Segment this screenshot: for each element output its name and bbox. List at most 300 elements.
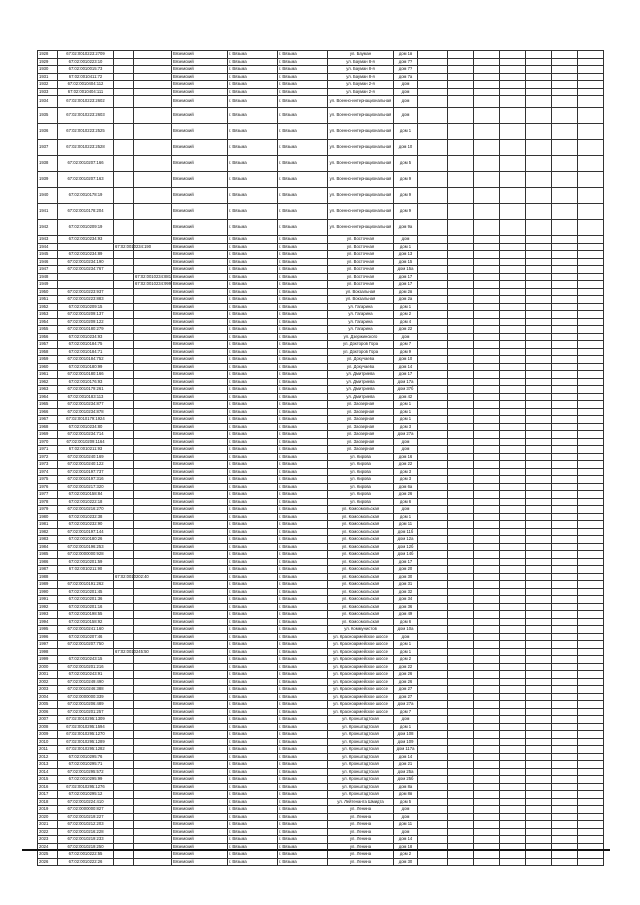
settlement-cell: г. Вязьма bbox=[228, 476, 278, 484]
empty-cell bbox=[578, 536, 604, 544]
house-number-cell: дом 6 bbox=[394, 498, 418, 506]
empty-cell bbox=[552, 341, 578, 349]
cadastral-number-cell: 67:02:0010234:190 bbox=[58, 258, 114, 266]
empty-cell bbox=[526, 303, 552, 311]
empty-cell bbox=[526, 288, 552, 296]
empty-cell bbox=[474, 326, 500, 334]
street-cell: ул. Кронштадтская bbox=[328, 738, 394, 746]
empty-cell bbox=[418, 656, 448, 664]
cadastral-number-extra-cell bbox=[134, 708, 172, 716]
empty-cell bbox=[500, 723, 526, 731]
empty-cell bbox=[448, 776, 474, 784]
empty-cell bbox=[526, 558, 552, 566]
settlement-cell: г. Вязьма bbox=[228, 311, 278, 319]
empty-cell bbox=[474, 708, 500, 716]
empty-cell bbox=[552, 453, 578, 461]
empty-cell bbox=[578, 761, 604, 769]
locality-cell: г. Вязьма bbox=[278, 738, 328, 746]
table-row bbox=[38, 281, 604, 289]
empty-cell bbox=[418, 408, 448, 416]
row-number-cell: 2010 bbox=[38, 738, 58, 746]
cadastral-number-alt-cell bbox=[114, 558, 134, 566]
cadastral-number-extra-cell bbox=[134, 716, 172, 724]
house-number-cell: дом 1 bbox=[394, 124, 418, 140]
house-number-cell: дом 16 bbox=[394, 453, 418, 461]
cadastral-number-alt-cell bbox=[114, 416, 134, 424]
table-row bbox=[38, 251, 604, 259]
empty-cell bbox=[474, 296, 500, 304]
empty-cell bbox=[578, 716, 604, 724]
cadastral-number-extra-cell bbox=[134, 566, 172, 574]
locality-cell: г. Вязьма bbox=[278, 843, 328, 851]
empty-cell bbox=[448, 204, 474, 220]
empty-cell bbox=[418, 468, 448, 476]
empty-cell bbox=[474, 303, 500, 311]
empty-cell bbox=[474, 318, 500, 326]
district-cell: Вяземский bbox=[172, 506, 228, 514]
cadastral-number-alt-cell bbox=[114, 543, 134, 551]
table-row bbox=[38, 401, 604, 409]
table-row bbox=[38, 716, 604, 724]
settlement-cell: г. Вязьма bbox=[228, 596, 278, 604]
table-row bbox=[38, 776, 604, 784]
empty-cell bbox=[500, 738, 526, 746]
empty-cell bbox=[578, 678, 604, 686]
empty-cell bbox=[418, 513, 448, 521]
empty-cell bbox=[500, 678, 526, 686]
locality-cell: г. Вязьма bbox=[278, 393, 328, 401]
empty-cell bbox=[526, 281, 552, 289]
empty-cell bbox=[418, 738, 448, 746]
locality-cell: г. Вязьма bbox=[278, 273, 328, 281]
registry-table-body bbox=[38, 51, 604, 866]
empty-cell bbox=[448, 58, 474, 66]
cadastral-number-cell: 67:02:0010211:90 bbox=[58, 566, 114, 574]
row-number-cell: 1962 bbox=[38, 378, 58, 386]
settlement-cell: г. Вязьма bbox=[228, 273, 278, 281]
cadastral-number-alt-cell bbox=[114, 273, 134, 281]
cadastral-number-cell: 67:02:0010234:93 bbox=[58, 333, 114, 341]
locality-cell: г. Вязьма bbox=[278, 828, 328, 836]
empty-cell bbox=[500, 731, 526, 739]
empty-cell bbox=[448, 363, 474, 371]
table-row bbox=[38, 461, 604, 469]
district-cell: Вяземский bbox=[172, 843, 228, 851]
empty-cell bbox=[526, 468, 552, 476]
empty-cell bbox=[418, 581, 448, 589]
street-cell: ул. Ленина bbox=[328, 858, 394, 866]
district-cell: Вяземский bbox=[172, 761, 228, 769]
empty-cell bbox=[578, 528, 604, 536]
empty-cell bbox=[500, 483, 526, 491]
empty-cell bbox=[448, 438, 474, 446]
empty-cell bbox=[448, 596, 474, 604]
locality-cell: г. Вязьма bbox=[278, 51, 328, 59]
cadastral-number-cell bbox=[58, 243, 114, 251]
empty-cell bbox=[448, 513, 474, 521]
row-number-cell: 2015 bbox=[38, 776, 58, 784]
cadastral-number-extra-cell bbox=[134, 663, 172, 671]
locality-cell: г. Вязьма bbox=[278, 566, 328, 574]
empty-cell bbox=[474, 671, 500, 679]
empty-cell bbox=[578, 296, 604, 304]
empty-cell bbox=[418, 806, 448, 814]
empty-cell bbox=[474, 333, 500, 341]
empty-cell bbox=[552, 348, 578, 356]
settlement-cell: г. Вязьма bbox=[228, 188, 278, 204]
cadastral-number-alt-cell bbox=[114, 581, 134, 589]
cadastral-number-alt-cell bbox=[114, 96, 134, 108]
settlement-cell: г. Вязьма bbox=[228, 243, 278, 251]
empty-cell bbox=[526, 140, 552, 156]
district-cell: Вяземский bbox=[172, 476, 228, 484]
empty-cell bbox=[418, 588, 448, 596]
empty-cell bbox=[552, 671, 578, 679]
cadastral-number-alt-cell bbox=[114, 371, 134, 379]
row-number-cell: 1990 bbox=[38, 588, 58, 596]
empty-cell bbox=[418, 731, 448, 739]
locality-cell: г. Вязьма bbox=[278, 618, 328, 626]
house-number-cell: дом 9 bbox=[394, 188, 418, 204]
empty-cell bbox=[526, 528, 552, 536]
empty-cell bbox=[448, 333, 474, 341]
row-number-cell: 2025 bbox=[38, 851, 58, 859]
settlement-cell: г. Вязьма bbox=[228, 51, 278, 59]
table-row bbox=[38, 258, 604, 266]
settlement-cell: г. Вязьма bbox=[228, 423, 278, 431]
empty-cell bbox=[578, 791, 604, 799]
table-row bbox=[38, 663, 604, 671]
locality-cell: г. Вязьма bbox=[278, 288, 328, 296]
locality-cell: г. Вязьма bbox=[278, 453, 328, 461]
cadastral-number-extra-cell bbox=[134, 506, 172, 514]
empty-cell bbox=[474, 393, 500, 401]
cadastral-number-alt-cell bbox=[114, 671, 134, 679]
cadastral-number-alt-cell bbox=[114, 58, 134, 66]
locality-cell: г. Вязьма bbox=[278, 761, 328, 769]
empty-cell bbox=[500, 603, 526, 611]
empty-cell bbox=[474, 476, 500, 484]
cadastral-number-extra-cell bbox=[134, 483, 172, 491]
settlement-cell: г. Вязьма bbox=[228, 813, 278, 821]
cadastral-number-cell: 67:02:0010209:137 bbox=[58, 311, 114, 319]
cadastral-number-extra-cell bbox=[134, 371, 172, 379]
row-number-cell: 1944 bbox=[38, 243, 58, 251]
street-cell: ул. Комсомольская bbox=[328, 573, 394, 581]
house-number-cell: дом 25а bbox=[394, 768, 418, 776]
empty-cell bbox=[578, 813, 604, 821]
cadastral-number-cell: 67:02:0010249:490 bbox=[58, 678, 114, 686]
house-number-cell: дом 26 bbox=[394, 491, 418, 499]
empty-cell bbox=[500, 828, 526, 836]
settlement-cell: г. Вязьма bbox=[228, 236, 278, 244]
empty-cell bbox=[578, 693, 604, 701]
district-cell: Вяземский bbox=[172, 73, 228, 81]
street-cell: ул. Комсомольская bbox=[328, 566, 394, 574]
empty-cell bbox=[500, 461, 526, 469]
settlement-cell: г. Вязьма bbox=[228, 588, 278, 596]
district-cell: Вяземский bbox=[172, 626, 228, 634]
empty-cell bbox=[526, 371, 552, 379]
locality-cell: г. Вязьма bbox=[278, 348, 328, 356]
empty-cell bbox=[418, 393, 448, 401]
empty-cell bbox=[448, 701, 474, 709]
empty-cell bbox=[526, 821, 552, 829]
empty-cell bbox=[474, 648, 500, 656]
empty-cell bbox=[552, 476, 578, 484]
empty-cell bbox=[474, 423, 500, 431]
empty-cell bbox=[578, 566, 604, 574]
empty-cell bbox=[448, 566, 474, 574]
empty-cell bbox=[500, 431, 526, 439]
cadastral-number-cell: 67:02:0010234:80 bbox=[58, 423, 114, 431]
empty-cell bbox=[552, 423, 578, 431]
settlement-cell: г. Вязьма bbox=[228, 821, 278, 829]
settlement-cell: г. Вязьма bbox=[228, 686, 278, 694]
table-row bbox=[38, 204, 604, 220]
house-number-cell: дом bbox=[394, 828, 418, 836]
row-number-cell: 1959 bbox=[38, 356, 58, 364]
table-row bbox=[38, 528, 604, 536]
settlement-cell: г. Вязьма bbox=[228, 753, 278, 761]
street-cell: ул. Докторов Гора bbox=[328, 341, 394, 349]
cadastral-number-extra-cell bbox=[134, 858, 172, 866]
district-cell: Вяземский bbox=[172, 288, 228, 296]
empty-cell bbox=[500, 468, 526, 476]
cadastral-number-cell: 67:02:0010295:1594 bbox=[58, 723, 114, 731]
cadastral-number-extra-cell bbox=[134, 251, 172, 259]
cadastral-number-cell: 67:02:0010240:122 bbox=[58, 461, 114, 469]
district-cell: Вяземский bbox=[172, 401, 228, 409]
empty-cell bbox=[578, 172, 604, 188]
table-row bbox=[38, 453, 604, 461]
house-number-cell: дом 6а bbox=[394, 483, 418, 491]
empty-cell bbox=[526, 251, 552, 259]
locality-cell: г. Вязьма bbox=[278, 776, 328, 784]
empty-cell bbox=[500, 716, 526, 724]
street-cell: ул. Комсомольская bbox=[328, 513, 394, 521]
district-cell: Вяземский bbox=[172, 596, 228, 604]
row-number-cell: 2013 bbox=[38, 761, 58, 769]
cadastral-number-extra-cell bbox=[134, 348, 172, 356]
district-cell: Вяземский bbox=[172, 236, 228, 244]
empty-cell bbox=[526, 813, 552, 821]
cadastral-number-cell: 67:02:0010219:233 bbox=[58, 836, 114, 844]
cadastral-number-extra-cell bbox=[134, 431, 172, 439]
cadastral-number-alt-cell bbox=[114, 356, 134, 364]
empty-cell bbox=[474, 483, 500, 491]
empty-cell bbox=[500, 693, 526, 701]
cadastral-number-cell: 67:02:0010184:752 bbox=[58, 356, 114, 364]
house-number-cell: дом 31 bbox=[394, 581, 418, 589]
cadastral-number-alt-cell bbox=[114, 461, 134, 469]
locality-cell: г. Вязьма bbox=[278, 483, 328, 491]
street-cell: ул. Красноармейское шоссе bbox=[328, 686, 394, 694]
empty-cell bbox=[578, 558, 604, 566]
district-cell: Вяземский bbox=[172, 66, 228, 74]
empty-cell bbox=[500, 296, 526, 304]
empty-cell bbox=[552, 491, 578, 499]
empty-cell bbox=[474, 140, 500, 156]
district-cell: Вяземский bbox=[172, 188, 228, 204]
cadastral-number-cell: 67:02:0010158:92 bbox=[58, 618, 114, 626]
district-cell: Вяземский bbox=[172, 723, 228, 731]
empty-cell bbox=[474, 513, 500, 521]
settlement-cell: г. Вязьма bbox=[228, 678, 278, 686]
locality-cell: г. Вязьма bbox=[278, 521, 328, 529]
empty-cell bbox=[578, 671, 604, 679]
street-cell: ул. Докторов Гора bbox=[328, 348, 394, 356]
row-number-cell: 1989 bbox=[38, 581, 58, 589]
empty-cell bbox=[552, 416, 578, 424]
empty-cell bbox=[552, 498, 578, 506]
empty-cell bbox=[578, 506, 604, 514]
cadastral-number-cell: 67:02:0010295:71 bbox=[58, 761, 114, 769]
cadastral-number-extra-cell bbox=[134, 258, 172, 266]
empty-cell bbox=[500, 768, 526, 776]
district-cell: Вяземский bbox=[172, 701, 228, 709]
empty-cell bbox=[418, 648, 448, 656]
empty-cell bbox=[448, 686, 474, 694]
cadastral-number-extra-cell bbox=[134, 551, 172, 559]
cadastral-number-extra-cell bbox=[134, 588, 172, 596]
table-row bbox=[38, 813, 604, 821]
locality-cell: г. Вязьма bbox=[278, 731, 328, 739]
empty-cell bbox=[578, 258, 604, 266]
table-row bbox=[38, 423, 604, 431]
empty-cell bbox=[552, 156, 578, 172]
house-number-cell: дом 17 bbox=[394, 281, 418, 289]
empty-cell bbox=[474, 821, 500, 829]
cadastral-number-extra-cell bbox=[134, 731, 172, 739]
cadastral-number-alt-cell bbox=[114, 641, 134, 649]
empty-cell bbox=[418, 678, 448, 686]
locality-cell: г. Вязьма bbox=[278, 528, 328, 536]
locality-cell: г. Вязьма bbox=[278, 446, 328, 454]
cadastral-number-cell: 67:02:0010295:1276 bbox=[58, 783, 114, 791]
locality-cell: г. Вязьма bbox=[278, 73, 328, 81]
empty-cell bbox=[500, 438, 526, 446]
row-number-cell: 1947 bbox=[38, 266, 58, 274]
empty-cell bbox=[500, 393, 526, 401]
district-cell: Вяземский bbox=[172, 243, 228, 251]
cadastral-number-cell: 67:02:0010243:91 bbox=[58, 671, 114, 679]
empty-cell bbox=[552, 220, 578, 236]
empty-cell bbox=[526, 506, 552, 514]
house-number-cell: дом 14б bbox=[394, 551, 418, 559]
cadastral-number-alt-cell bbox=[114, 266, 134, 274]
empty-cell bbox=[448, 296, 474, 304]
empty-cell bbox=[500, 341, 526, 349]
empty-cell bbox=[526, 273, 552, 281]
street-cell: ул. Красноармейское шоссе bbox=[328, 663, 394, 671]
empty-cell bbox=[474, 836, 500, 844]
cadastral-number-alt-cell bbox=[114, 701, 134, 709]
cadastral-number-cell: 67:02:0010224:410 bbox=[58, 798, 114, 806]
house-number-cell: дом 10 bbox=[394, 140, 418, 156]
house-number-cell: дом 1 bbox=[394, 648, 418, 656]
cadastral-number-alt-cell bbox=[114, 296, 134, 304]
empty-cell bbox=[418, 296, 448, 304]
district-cell: Вяземский bbox=[172, 348, 228, 356]
empty-cell bbox=[552, 543, 578, 551]
empty-cell bbox=[448, 281, 474, 289]
district-cell: Вяземский bbox=[172, 828, 228, 836]
empty-cell bbox=[526, 96, 552, 108]
table-row bbox=[38, 581, 604, 589]
locality-cell: г. Вязьма bbox=[278, 363, 328, 371]
empty-cell bbox=[448, 558, 474, 566]
empty-cell bbox=[500, 236, 526, 244]
district-cell: Вяземский bbox=[172, 341, 228, 349]
cadastral-number-extra-cell bbox=[134, 401, 172, 409]
cadastral-number-alt-cell bbox=[114, 66, 134, 74]
district-cell: Вяземский bbox=[172, 393, 228, 401]
street-cell: ул. Кронштадтская bbox=[328, 753, 394, 761]
house-number-cell: дом 9 bbox=[394, 348, 418, 356]
empty-cell bbox=[500, 446, 526, 454]
house-number-cell: дом 17а bbox=[394, 378, 418, 386]
cadastral-number-extra-cell bbox=[134, 236, 172, 244]
cadastral-number-alt-cell: 67:02:0010202:40 bbox=[115, 573, 149, 579]
cadastral-number-extra-cell: 67:02:0010234:881 bbox=[135, 273, 172, 279]
cadastral-number-alt-cell bbox=[114, 828, 134, 836]
empty-cell bbox=[448, 341, 474, 349]
page-bottom-rule bbox=[22, 849, 610, 851]
settlement-cell: г. Вязьма bbox=[228, 468, 278, 476]
empty-cell bbox=[474, 273, 500, 281]
table-row bbox=[38, 506, 604, 514]
empty-cell bbox=[448, 326, 474, 334]
empty-cell bbox=[474, 363, 500, 371]
empty-cell bbox=[418, 303, 448, 311]
cadastral-number-extra-cell bbox=[134, 521, 172, 529]
house-number-cell: дом 18 bbox=[394, 843, 418, 851]
empty-cell bbox=[448, 768, 474, 776]
empty-cell bbox=[526, 521, 552, 529]
empty-cell bbox=[418, 858, 448, 866]
district-cell: Вяземский bbox=[172, 528, 228, 536]
district-cell: Вяземский bbox=[172, 58, 228, 66]
empty-cell bbox=[448, 124, 474, 140]
cadastral-number-extra-cell bbox=[134, 828, 172, 836]
row-number-cell: 2002 bbox=[38, 678, 58, 686]
empty-cell bbox=[526, 438, 552, 446]
cadastral-number-alt-cell bbox=[114, 236, 134, 244]
settlement-cell: г. Вязьма bbox=[228, 281, 278, 289]
empty-cell bbox=[448, 746, 474, 754]
empty-cell bbox=[418, 96, 448, 108]
cadastral-number-cell: 67:02:0010223:2602 bbox=[58, 96, 114, 108]
cadastral-number-alt-cell bbox=[114, 468, 134, 476]
empty-cell bbox=[474, 431, 500, 439]
cadastral-number-cell: 67:02:0010295:1309 bbox=[58, 716, 114, 724]
empty-cell bbox=[552, 633, 578, 641]
empty-cell bbox=[552, 483, 578, 491]
cadastral-number-alt-cell bbox=[114, 124, 134, 140]
empty-cell bbox=[526, 266, 552, 274]
row-number-cell: 2024 bbox=[38, 843, 58, 851]
empty-cell bbox=[500, 408, 526, 416]
empty-cell bbox=[578, 821, 604, 829]
district-cell: Вяземский bbox=[172, 423, 228, 431]
cadastral-number-cell: 67:02:0010234:93 bbox=[58, 236, 114, 244]
district-cell: Вяземский bbox=[172, 491, 228, 499]
cadastral-number-extra-cell bbox=[134, 446, 172, 454]
empty-cell bbox=[474, 738, 500, 746]
cadastral-number-extra-cell bbox=[134, 333, 172, 341]
table-row bbox=[38, 386, 604, 394]
